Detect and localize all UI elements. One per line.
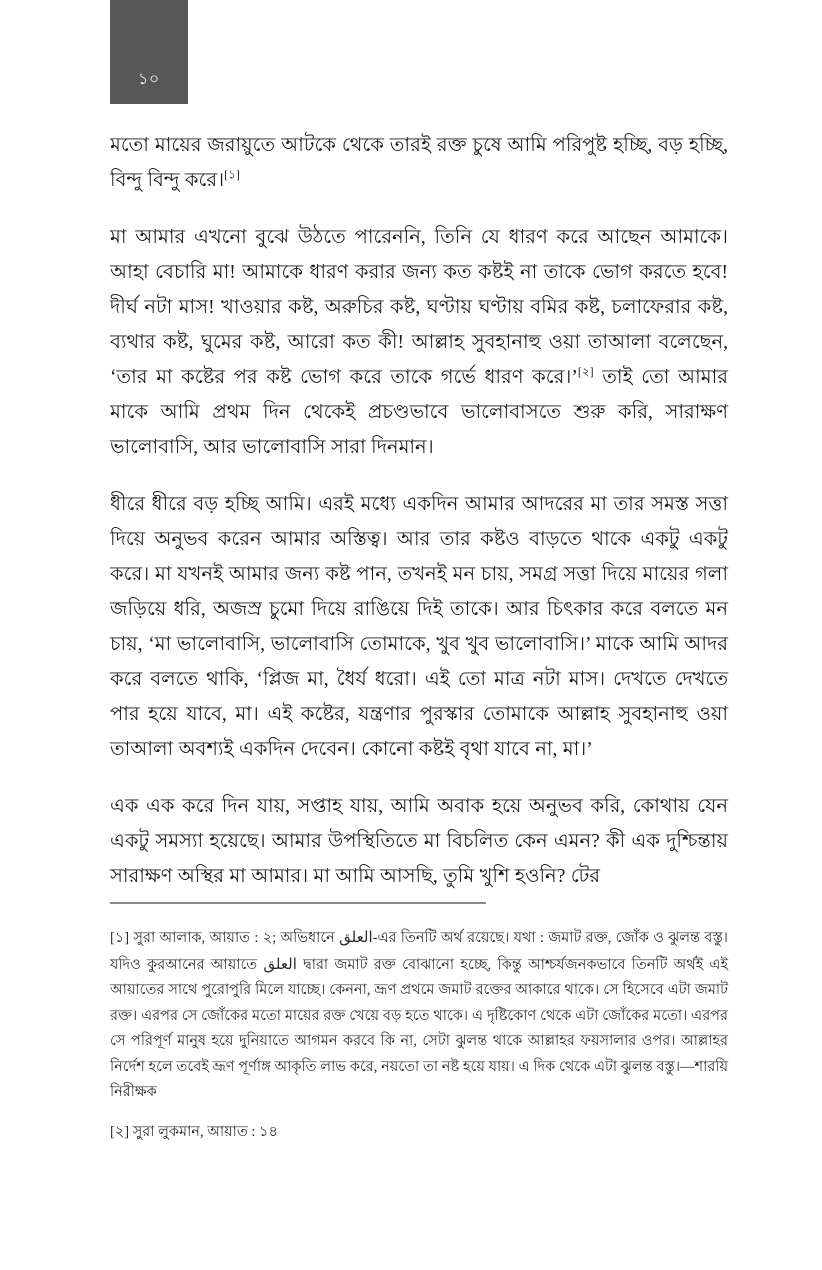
- footnote-separator-rule: [110, 902, 486, 904]
- paragraph-2: [110, 220, 728, 465]
- footnote-1-part1: সুরা আলাক, আয়াত : ২; অভিধানে: [129, 930, 340, 946]
- paragraph-4: এক এক করে দিন যায়, সপ্তাহ যায়, আমি অবাক হয়ে অনুভব করি, কোথায় যেন একটু সমস্যা হয়েছে। আমার উপস্থিতিতে মা বিচলিত কেন এমন? কী এক দুশ্চিন্তায় সারাক্ষণ অস্থির মা আমার। মা আমি আসছি, তুমি খুশি হওনি? টের: [110, 796, 728, 887]
- footnote-2-part1: সুরা লুকমান, আয়াত : ১৪: [129, 1123, 278, 1140]
- paragraph-3: ধীরে ধীরে বড় হচ্ছি আমি। এরই মধ্যে একদিন আমার আদরের মা তার সমস্ত সত্তা দিয়ে অনুভব করেন আমার অস্তিত্ব। আর তার কষ্টও বাড়তে থাকে একটু একটু করে। মা যখনই আমার জন্য কষ্ট পান, তখনই মন চায়, সমগ্র সত্তা দিয়ে মায়ের গলা জড়িয়ে ধরি, অজস্র চুমো দিয়ে রাঙিয়ে দিই তাকে। আর চিৎকার করে বলতে মন চায়, ‘মা ভালোবাসি, ভালোবাসি তোমাকে, খুব খুব ভালোবাসি।’ মাকে আমি আদর করে বলতে থাকি, ‘প্লিজ মা, ধৈর্য ধরো। এই তো মাত্র নটা মাস। দেখতে দেখতে পার হয়ে যাবে, মা। এই কষ্টের, যন্ত্রণার পুরস্কার তোমাকে আল্লাহ সুবহানাহু ওয়া তাআলা অবশ্যই একদিন দেবেন। কোনো কষ্টই বৃথা যাবে না, মা।’: [110, 494, 728, 760]
- footnotes-section: [110, 925, 728, 1145]
- footnote-1-part3: দ্বারা জমাট রক্ত বোঝানো হচ্ছে, কিন্তু আশ্চর্যজনকভাবে তিনটি অর্থই এই আয়াতের সাথে পুরোপুরি মিলে যাচ্ছে। কেননা, ভ্রূণ প্রথমে জমাট রক্তের আকারে থাকে। সে হিসেবে এটা জমাট রক্ত। এরপর সে জোঁকের মতো মায়ের রক্ত খেয়ে বড় হতে থাকে। এ দৃষ্টিকোণ থেকে এটা জোঁকের মতো। এরপর সে পরিপূর্ণ মানুষ হয়ে দুনিয়াতে আগমন করবে কি না, সেটা ঝুলন্ত থাকে আল্লাহর ফয়সালার ওপর। আল্লাহর নির্দেশ হলে তবেই ভ্রূণ পূর্ণাঙ্গ আকৃতি লাভ করে, নয়তো তা নষ্ট হয়ে যায়। এ দিক থেকে এটা ঝুলন্ত বস্তু।—শারয়ি নিরীক্ষক: [110, 956, 728, 1100]
- page-number-tab: [110, 0, 188, 104]
- footnote-1-arabic-term-2: العلق: [263, 954, 297, 973]
- footnote-reference-1[interactable]: [১]: [224, 167, 240, 182]
- page-number: ১০: [138, 71, 160, 88]
- footnote-1-marker: [১]: [110, 930, 130, 946]
- footnote-1-arabic-term: العلق: [339, 928, 373, 946]
- paragraph-1-text: মতো মায়ের জরায়ুতে আটকে থেকে তারই রক্ত চুষে আমি পরিপুষ্ট হচ্ছি, বড় হচ্ছি, বিন্দু বিন্দু করে।: [110, 135, 728, 191]
- footnote-1: [110, 925, 728, 1106]
- paragraph-2-text-after-ref: তাই তো আমার মাকে আমি প্রথম দিন থেকেই প্রচণ্ডভাবে ভালোবাসতে শুরু করি, সারাক্ষণ ভালোবাসি, আর ভালোবাসি সারা দিনমান।: [110, 367, 728, 458]
- paragraph-2-text-before-ref: মা আমার এখনো বুঝে উঠতে পারেননি, তিনি যে ধারণ করে আছেন আমাকে। আহা বেচারি মা! আমাকে ধারণ করার জন্য কত কষ্টই না তাকে ভোগ করতে হবে! দীর্ঘ নটা মাস! খাওয়ার কষ্ট, অরুচির কষ্ট, ঘণ্টায় ঘণ্টায় বমির কষ্ট, চলাফেরার কষ্ট, ব্যথার কষ্ট, ঘুমের কষ্ট, আরো কত কী! আল্লাহ সুবহানাহু ওয়া তাআলা বলেছেন, ‘তার মা কষ্টের পর কষ্ট ভোগ করে তাকে গর্ভে ধারণ করে।’: [110, 227, 728, 388]
- footnote-2: [110, 1120, 728, 1146]
- body-text-column: [110, 128, 728, 894]
- footnote-1-part2: -এর তিনটি অর্থ রয়েছে। যথা : জমাট রক্ত, জোঁক ও ঝুলন্ত বস্তু। যদিও কুরআনের আয়াতে: [110, 930, 728, 973]
- footnote-2-marker: [২]: [110, 1123, 130, 1140]
- paragraph-1: [110, 128, 728, 198]
- footnote-reference-2[interactable]: [২]: [577, 364, 594, 379]
